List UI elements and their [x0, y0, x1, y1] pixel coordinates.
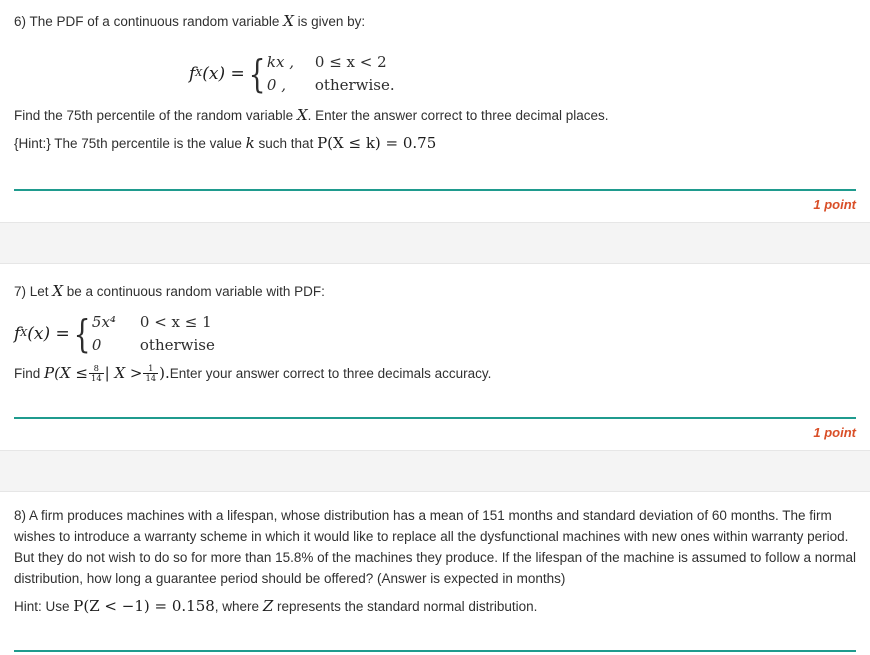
question-6-line3: [14, 132, 856, 155]
question-6-line3-b: such that: [258, 135, 314, 151]
question-6-formula-sub: X: [195, 68, 203, 80]
section-band-2: [0, 450, 870, 492]
question-7-fraction-1: [89, 364, 104, 383]
question-7-prompt: [14, 280, 856, 303]
question-6-intro-after: is given by:: [297, 14, 366, 29]
question-7-fraction-1-denominator: 14: [91, 372, 102, 383]
question-7-find-label: Find: [14, 366, 41, 381]
question-7-find-math-pre: P(X ≤: [44, 364, 88, 382]
question-6-case-0-value: kx ,: [266, 53, 294, 72]
question-8-hint-var: Z: [262, 596, 274, 615]
question-6-line2-a: Find the 75th percentile of the random variable: [14, 108, 294, 124]
question-8-answer-area[interactable]: [14, 618, 856, 650]
question-6-case-1-value: 0 ,: [266, 75, 286, 94]
left-brace-icon: {: [248, 51, 266, 96]
question-8-body: A firm produces machines with a lifespan, whose distribution has a mean of 151 months and standard deviation of 60 months. The firm wishes to introduce a warranty scheme in which it would like to replace all the dysfunctional machines with new ones within warranty period. But they do not wish to do so for more than 15.8% of the machines they produce. If the lifespan of the machine is assumed to follow a normal distribution, how long a guarantee period should be offered? (Answer is expected in months): [14, 508, 856, 587]
question-7-find-line: [14, 362, 856, 385]
question-8-hint: [14, 595, 856, 618]
question-6-case-0-condition: 0 ≤ x < 2: [314, 53, 387, 72]
question-6-point-row: [0, 191, 870, 222]
question-6-case-1-condition: otherwise.: [314, 75, 395, 94]
question-7-answer-area[interactable]: [14, 385, 856, 417]
question-7-point-row: [0, 419, 870, 450]
question-7-case-0-value: 5x⁴: [91, 313, 116, 331]
question-7-find-math-mid: | X >: [104, 364, 143, 382]
question-6: [0, 0, 870, 189]
question-7-find-tail: Enter your answer correct to three decimals accuracy.: [169, 366, 492, 381]
question-6-number: 6): [14, 14, 27, 29]
question-7-number: 7): [14, 283, 27, 299]
question-7-intro-before: Let: [29, 283, 49, 299]
question-6-formula: [14, 51, 856, 96]
question-8-divider: [14, 650, 856, 652]
question-6-line2-b: . Enter the answer correct to three decimal places.: [307, 108, 609, 124]
section-band-1: [0, 222, 870, 264]
question-7-points: 1 point: [813, 425, 856, 441]
question-6-line2-var: X: [296, 106, 308, 125]
question-8-hint-label: Hint: Use: [14, 598, 70, 614]
question-7-formula: [14, 311, 856, 356]
question-8-hint-math: P(Z < −1) = 0.158: [73, 596, 215, 615]
question-8-hint-mid: , where: [214, 598, 260, 614]
question-7-formula-f: f: [14, 323, 21, 344]
question-7-case-1-condition: otherwise: [139, 335, 215, 354]
question-6-answer-area[interactable]: [14, 155, 856, 189]
question-6-formula-arg: (x) =: [202, 63, 245, 84]
question-7-intro-var: X: [52, 281, 64, 300]
question-8-number: 8): [14, 508, 27, 524]
question-7-formula-sub: X: [20, 328, 28, 339]
question-7-find-math-post: ).: [159, 364, 170, 382]
question-6-formula-f: f: [189, 63, 196, 84]
question-6-prompt: [14, 10, 856, 33]
question-6-line3-math: P(X ≤ k) = 0.75: [317, 133, 437, 152]
question-7-fraction-1-numerator: 8: [89, 364, 104, 374]
left-brace-icon: {: [73, 311, 91, 356]
question-7-intro-after: be a continuous random variable with PDF:: [66, 283, 325, 299]
question-7-fraction-2-numerator: 1: [143, 364, 158, 374]
question-6-points: 1 point: [813, 196, 856, 212]
question-7-formula-arg: (x) =: [27, 323, 70, 344]
question-6-intro-var: X: [283, 12, 294, 30]
question-8: [0, 492, 870, 650]
question-6-intro-before: The PDF of a continuous random variable: [29, 14, 280, 29]
question-6-line2: [14, 104, 856, 127]
question-6-line3-k: k: [245, 133, 255, 152]
question-7-case-1-value: 0: [91, 335, 102, 354]
question-7-fraction-2: [143, 364, 158, 383]
question-6-line3-a: {Hint:} The 75th percentile is the value: [14, 135, 242, 151]
question-7: [0, 264, 870, 418]
question-8-prompt: [14, 506, 856, 590]
question-8-hint-tail: represents the standard normal distribution.: [277, 598, 538, 614]
question-7-case-0-condition: 0 < x ≤ 1: [139, 313, 212, 331]
question-7-fraction-2-denominator: 14: [145, 372, 157, 383]
